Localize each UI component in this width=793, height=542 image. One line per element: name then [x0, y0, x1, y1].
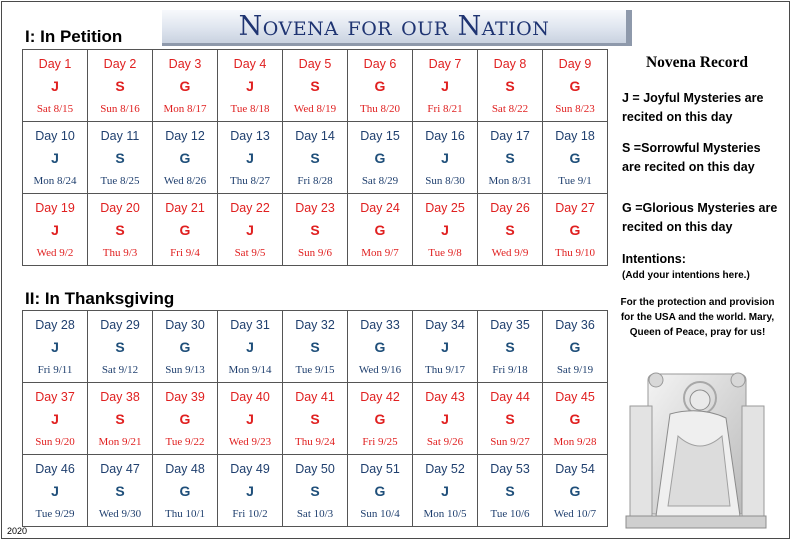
- record-title: Novena Record: [645, 54, 749, 71]
- day-cell: [153, 311, 218, 383]
- mystery-letter: G: [179, 78, 191, 94]
- mystery-letter: J: [246, 483, 254, 499]
- mystery-letter: J: [246, 411, 254, 427]
- day-cell: [153, 122, 218, 194]
- day-label: Day 18: [555, 129, 595, 143]
- mystery-letter: S: [505, 339, 515, 355]
- mystery-letter: G: [374, 78, 386, 94]
- mystery-letter: S: [505, 78, 515, 94]
- date-label: Wed 9/23: [228, 436, 272, 448]
- mystery-letter: J: [441, 339, 449, 355]
- mystery-letter: J: [246, 150, 254, 166]
- day-cell: [543, 455, 608, 527]
- date-label: Tue 8/18: [230, 103, 270, 115]
- day-cell: [348, 311, 413, 383]
- day-label: Day 17: [490, 129, 530, 143]
- day-label: Day 46: [35, 462, 75, 476]
- day-label: Day 4: [233, 57, 267, 71]
- day-cell: [283, 122, 348, 194]
- intentions-title: Intentions:: [622, 252, 686, 266]
- date-label: Tue 10/6: [490, 508, 530, 520]
- day-label: Day 21: [165, 201, 205, 215]
- date-label: Mon 8/17: [163, 103, 207, 115]
- mystery-letter: G: [569, 78, 581, 94]
- day-cell: [478, 455, 543, 527]
- day-label: Day 42: [360, 390, 400, 404]
- intentions-prayer: For the protection and provision for the USA and the world. Mary, Queen of Peace, pray for us!: [620, 297, 775, 338]
- day-label: Day 40: [230, 390, 270, 404]
- day-label: Day 10: [35, 129, 75, 143]
- day-label: Day 54: [555, 462, 595, 476]
- date-label: Thu 10/1: [164, 508, 206, 520]
- grid-row: [23, 383, 608, 455]
- mystery-letter: G: [179, 483, 191, 499]
- day-cell: [348, 383, 413, 455]
- day-cell: [543, 383, 608, 455]
- mystery-letter: S: [115, 339, 125, 355]
- legend-joyful: J = Joyful Mysteries are recited on this day: [622, 91, 764, 124]
- day-label: Day 1: [38, 57, 72, 71]
- day-label: Day 44: [490, 390, 530, 404]
- mystery-letter: G: [374, 222, 386, 238]
- mystery-letter: J: [441, 411, 449, 427]
- date-label: Wed 8/19: [293, 103, 337, 115]
- day-label: Day 2: [103, 57, 137, 71]
- day-label: Day 36: [555, 318, 595, 332]
- mystery-letter: J: [51, 483, 59, 499]
- title-banner: [162, 10, 632, 46]
- day-label: Day 26: [490, 201, 530, 215]
- date-label: Sat 9/12: [101, 364, 139, 376]
- date-label: Wed 9/30: [98, 508, 142, 520]
- section-petition-heading: I: In Petition: [25, 27, 123, 46]
- day-label: Day 25: [425, 201, 465, 215]
- day-label: Day 31: [230, 318, 270, 332]
- thanksgiving-grid: [22, 310, 608, 527]
- day-cell: [543, 122, 608, 194]
- day-label: Day 28: [35, 318, 75, 332]
- day-label: Day 53: [490, 462, 530, 476]
- day-cell: [348, 50, 413, 122]
- date-label: Mon 8/31: [488, 175, 532, 187]
- day-cell: [88, 455, 153, 527]
- mystery-letter: J: [51, 411, 59, 427]
- mystery-letter: G: [374, 150, 386, 166]
- mystery-letter: S: [505, 222, 515, 238]
- day-label: Day 35: [490, 318, 530, 332]
- mystery-letter: G: [179, 339, 191, 355]
- date-label: Tue 9/22: [165, 436, 205, 448]
- day-label: Day 6: [363, 57, 397, 71]
- day-cell: [218, 122, 283, 194]
- grid-row: [23, 311, 608, 383]
- day-label: Day 37: [35, 390, 75, 404]
- date-label: Fri 9/18: [492, 364, 528, 376]
- day-cell: [23, 194, 88, 266]
- date-label: Sun 8/30: [425, 175, 465, 187]
- day-cell: [478, 50, 543, 122]
- mystery-letter: J: [51, 78, 59, 94]
- day-cell: [413, 194, 478, 266]
- day-cell: [218, 50, 283, 122]
- day-cell: [23, 50, 88, 122]
- mystery-letter: S: [115, 150, 125, 166]
- date-label: Sat 9/26: [426, 436, 464, 448]
- day-cell: [283, 194, 348, 266]
- petition-grid: [22, 49, 608, 266]
- date-label: Fri 10/2: [232, 508, 268, 520]
- day-label: Day 8: [493, 57, 527, 71]
- mystery-letter: J: [51, 339, 59, 355]
- mystery-letter: G: [569, 150, 581, 166]
- date-label: Sun 9/27: [490, 436, 530, 448]
- mystery-letter: J: [246, 222, 254, 238]
- mystery-letter: S: [505, 483, 515, 499]
- date-label: Mon 10/5: [423, 508, 467, 520]
- grid-row: [23, 455, 608, 527]
- day-cell: [348, 455, 413, 527]
- intentions-hint: (Add your intentions here.): [622, 270, 750, 281]
- grid-row: [23, 194, 608, 266]
- date-label: Mon 9/7: [361, 247, 399, 259]
- day-label: Day 29: [100, 318, 140, 332]
- date-label: Thu 9/10: [554, 247, 596, 259]
- mystery-letter: G: [569, 483, 581, 499]
- mystery-letter: G: [569, 222, 581, 238]
- day-cell: [23, 455, 88, 527]
- day-label: Day 9: [558, 57, 592, 71]
- mystery-letter: S: [310, 78, 320, 94]
- date-label: Wed 9/16: [358, 364, 402, 376]
- mystery-letter: G: [179, 411, 191, 427]
- day-cell: [543, 194, 608, 266]
- mystery-letter: G: [374, 339, 386, 355]
- day-label: Day 34: [425, 318, 465, 332]
- mystery-letter: J: [441, 78, 449, 94]
- mystery-letter: J: [441, 222, 449, 238]
- date-label: Wed 9/9: [491, 247, 529, 259]
- day-cell: [153, 383, 218, 455]
- day-label: Day 3: [168, 57, 202, 71]
- mystery-letter: J: [51, 150, 59, 166]
- day-cell: [88, 383, 153, 455]
- day-label: Day 12: [165, 129, 205, 143]
- date-label: Sun 8/16: [100, 103, 140, 115]
- day-cell: [153, 194, 218, 266]
- mystery-letter: J: [246, 78, 254, 94]
- date-label: Sun 9/6: [298, 247, 332, 259]
- day-cell: [88, 122, 153, 194]
- date-label: Fri 9/11: [37, 364, 73, 376]
- date-label: Tue 9/1: [558, 175, 592, 187]
- date-label: Fri 9/25: [362, 436, 398, 448]
- mystery-letter: S: [310, 150, 320, 166]
- day-label: Day 15: [360, 129, 400, 143]
- date-label: Fri 8/21: [427, 103, 463, 115]
- day-cell: [153, 455, 218, 527]
- date-label: Wed 9/2: [36, 247, 74, 259]
- date-label: Wed 10/7: [553, 508, 597, 520]
- day-label: Day 50: [295, 462, 335, 476]
- date-label: Sat 10/3: [296, 508, 334, 520]
- mystery-letter: S: [310, 222, 320, 238]
- mystery-letter: G: [179, 150, 191, 166]
- day-label: Day 49: [230, 462, 270, 476]
- day-cell: [218, 311, 283, 383]
- mystery-letter: G: [374, 411, 386, 427]
- day-cell: [283, 311, 348, 383]
- date-label: Mon 9/14: [228, 364, 272, 376]
- date-label: Sun 8/23: [555, 103, 595, 115]
- date-label: Tue 9/29: [35, 508, 75, 520]
- day-cell: [413, 50, 478, 122]
- date-label: Thu 9/17: [424, 364, 466, 376]
- mystery-letter: S: [115, 483, 125, 499]
- day-label: Day 22: [230, 201, 270, 215]
- date-label: Thu 9/24: [294, 436, 336, 448]
- mystery-letter: S: [505, 150, 515, 166]
- mystery-letter: G: [569, 411, 581, 427]
- day-label: Day 33: [360, 318, 400, 332]
- day-label: Day 20: [100, 201, 140, 215]
- mystery-letter: S: [505, 411, 515, 427]
- day-cell: [283, 50, 348, 122]
- date-label: Mon 9/28: [553, 436, 597, 448]
- date-label: Thu 8/27: [229, 175, 271, 187]
- day-label: Day 30: [165, 318, 205, 332]
- day-cell: [23, 383, 88, 455]
- day-cell: [283, 383, 348, 455]
- date-label: Tue 9/8: [428, 247, 462, 259]
- page-title: Novena for our Nation: [238, 11, 550, 42]
- day-label: Day 48: [165, 462, 205, 476]
- date-label: Sat 8/29: [361, 175, 399, 187]
- mystery-letter: J: [441, 150, 449, 166]
- day-cell: [218, 455, 283, 527]
- mystery-letter: J: [246, 339, 254, 355]
- day-label: Day 23: [295, 201, 335, 215]
- grid-row: [23, 50, 608, 122]
- day-cell: [283, 455, 348, 527]
- day-cell: [23, 122, 88, 194]
- day-cell: [88, 194, 153, 266]
- date-label: Fri 8/28: [297, 175, 333, 187]
- day-label: Day 7: [428, 57, 462, 71]
- legend-sorrowful: S =Sorrowful Mysteries are recited on this day: [622, 141, 761, 174]
- day-cell: [413, 311, 478, 383]
- day-label: Day 27: [555, 201, 595, 215]
- day-label: Day 52: [425, 462, 465, 476]
- mystery-letter: G: [374, 483, 386, 499]
- day-cell: [478, 194, 543, 266]
- day-label: Day 13: [230, 129, 270, 143]
- day-label: Day 11: [100, 129, 140, 143]
- mystery-letter: J: [51, 222, 59, 238]
- day-label: Day 5: [298, 57, 332, 71]
- date-label: Tue 9/15: [295, 364, 335, 376]
- day-cell: [413, 383, 478, 455]
- date-label: Sat 9/19: [556, 364, 594, 376]
- day-cell: [88, 311, 153, 383]
- day-label: Day 38: [100, 390, 140, 404]
- day-cell: [543, 311, 608, 383]
- day-label: Day 14: [295, 129, 335, 143]
- date-label: Mon 8/24: [33, 175, 77, 187]
- date-label: Tue 8/25: [100, 175, 140, 187]
- mystery-letter: S: [115, 222, 125, 238]
- day-cell: [413, 455, 478, 527]
- day-cell: [88, 50, 153, 122]
- day-label: Day 45: [555, 390, 595, 404]
- mystery-letter: S: [310, 483, 320, 499]
- date-label: Fri 9/4: [170, 247, 200, 259]
- mystery-letter: S: [310, 411, 320, 427]
- date-label: Mon 9/21: [98, 436, 142, 448]
- mystery-letter: J: [441, 483, 449, 499]
- day-label: Day 47: [100, 462, 140, 476]
- year-label: 2020: [7, 526, 28, 536]
- day-cell: [348, 194, 413, 266]
- date-label: Sun 9/20: [35, 436, 75, 448]
- mystery-letter: S: [310, 339, 320, 355]
- day-cell: [478, 311, 543, 383]
- date-label: Thu 8/20: [359, 103, 401, 115]
- day-label: Day 16: [425, 129, 465, 143]
- day-cell: [543, 50, 608, 122]
- mystery-letter: S: [115, 78, 125, 94]
- day-cell: [218, 194, 283, 266]
- legend-glorious: G =Glorious Mysteries are recited on this day: [622, 201, 778, 234]
- day-cell: [153, 50, 218, 122]
- day-label: Day 19: [35, 201, 75, 215]
- date-label: Thu 9/3: [102, 247, 138, 259]
- day-cell: [413, 122, 478, 194]
- date-label: Sat 8/22: [491, 103, 529, 115]
- grid-row: [23, 122, 608, 194]
- day-cell: [23, 311, 88, 383]
- mystery-letter: S: [115, 411, 125, 427]
- day-label: Day 24: [360, 201, 400, 215]
- date-label: Sun 10/4: [360, 508, 400, 520]
- day-cell: [218, 383, 283, 455]
- day-label: Day 43: [425, 390, 465, 404]
- day-cell: [478, 383, 543, 455]
- day-label: Day 41: [295, 390, 335, 404]
- date-label: Sat 9/5: [234, 247, 266, 259]
- day-cell: [478, 122, 543, 194]
- mystery-letter: G: [569, 339, 581, 355]
- date-label: Wed 8/26: [163, 175, 207, 187]
- section-thanksgiving-heading: II: In Thanksgiving: [25, 289, 175, 308]
- day-label: Day 51: [360, 462, 400, 476]
- day-label: Day 39: [165, 390, 205, 404]
- day-label: Day 32: [295, 318, 335, 332]
- mary-statue-image: [608, 366, 784, 532]
- mystery-letter: G: [179, 222, 191, 238]
- date-label: Sat 8/15: [36, 103, 74, 115]
- day-cell: [348, 122, 413, 194]
- date-label: Sun 9/13: [165, 364, 205, 376]
